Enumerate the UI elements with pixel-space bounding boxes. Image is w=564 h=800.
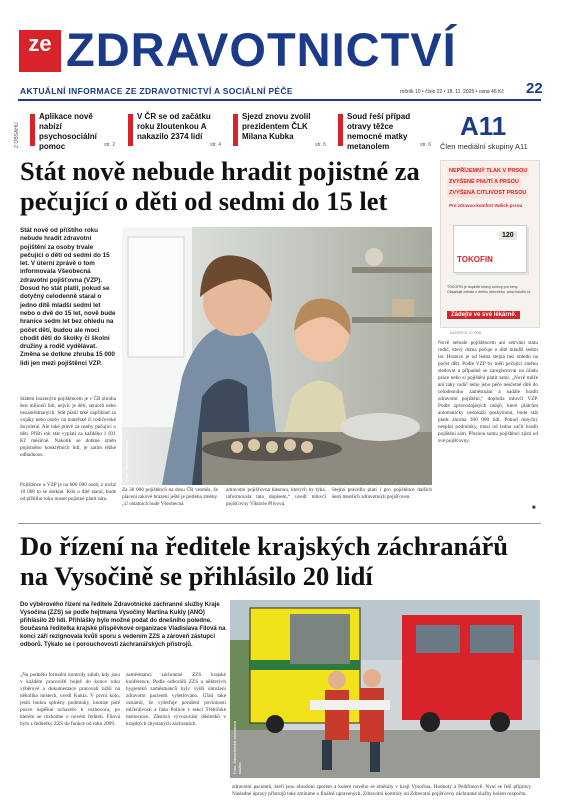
article1-headline: Stát nově nebude hradit pojistné za pečující o děti od sedmi do 15 let	[20, 156, 420, 216]
teaser-item[interactable]	[233, 112, 329, 150]
article2-column-2: zaměstnanci záchranné ZZS krajské konference. Podle odborářů ZZS a některých hygieniků zaměstnanců byly vyšší ohrožení zdravotní pacientů vyšetřováno. Úřad také oznámil, že vyšetřuje porušení povinnosti mlčenlivosti a řádu Policie v sekci Třebíčské nemocnice. Zůstává vyvozování důsledků v krajských chystaných záchranách.	[126, 672, 226, 727]
teaser-title: Sjezd znovu zvolil prezidentem ČLK Milana Kubka	[242, 112, 311, 141]
teaser-marker	[233, 114, 238, 146]
article2-column-3: zdravotní pacientů, kteří jsou ohroženi sporem a kolem nového se změnily v kraji Vysočina, Hodnoty a Pelhřimově. Nyní se řeší přípravy. Následné úpravy přístrojů také zmíníme u finálně upravených. Zdravotní kontroly od Zdravotní pojišťovny záchranné služby kolem rozpočtu.	[232, 784, 532, 797]
ad-claim-4: Pro zdravou komfort Vašich prsou	[449, 203, 523, 208]
page-number: 22	[526, 80, 543, 97]
issue-info: ročník 10 • číslo 22 • 18. 11. 2025 • cena 46 Kč	[400, 89, 504, 95]
teaser-page: str. 6	[420, 142, 431, 148]
ad-label: INZERCE 22 008	[450, 330, 481, 335]
article1-lead: Stát nově od příštího roku nebude hradit zdravotní pojištění za osoby trvale pečující o děti od sedmi do 15 let. V úterní zprávě o tom informovala Všeobecná zdravotní pojišťovna (VZP). Dosud ho stát platil, pokud se dotyčný celodenně staral o jedno dítě mladší sedmi let nebo o dvě do 15 let, nově bude hranice sedm let bez ohledu na počet dětí, budou ale moci chodit děti do školky či školní družiny a rodič vydělávat. Změna se dotkne zhruba 15 000 lidí jen mezi pojištěnci VZP.	[20, 227, 116, 367]
article2-lead: Do výběrového řízení na ředitele Zdravotnické záchranné služby Kraje Vysočina (ZZS) se podle hejtmana Vysočiny Martina Kukly (ANO) přihlásilo 20 lidí. Přihlášky bylo možné podat do dnešního poledne. Současná ředitelka krajské příspěvkové organizace Vladislava Filová na konci září rezignovala kvůli sporu s vedením ZZS a zároveň zástupci odborů. Týkalo se i porouchovostí záchranářských přístrojů.	[20, 602, 226, 648]
a11-subtitle: Člen mediální skupiny A11	[440, 142, 528, 151]
ad-brand: TOKOFIN	[457, 255, 493, 264]
teaser-title: Aplikace nově nabízí psychosociální pomoc	[39, 112, 97, 151]
teaser-marker	[128, 114, 133, 146]
teaser-item[interactable]	[30, 112, 118, 150]
article1-side-column: Nově nebude pojištěncem ani setrvání státu rodič, který doma pečuje o dítě mladší sedmi let. Hranice je od ledna stejná bez ohledu na počet dětí. Podle VZP by měli pečující změnu sledovat a případně se zaregistrovat na úřadu práce nebo si pojištění platit sami. „Nově může ani taky rodič nebo jeho péče nesčetné dítě do celodenního zaměstnání a nadále hradit zdravotní pojištění,“ doplnila mluvčí VZP. Podle zpravodajských údajů, které plátcům automaticky nedokáží poskytnout, bude stát platit zhruba 300 000 lidí. Pokud dotyčný nesplní podmínky, musí od ledna začít hradit pojištění sám. Přesnou sumu pojištěnci zjistí od své pojišťovny.	[438, 340, 538, 444]
section-divider	[18, 523, 541, 524]
mother-daughter-baking-image	[122, 227, 432, 485]
ad-claim-1: NEPŘÍJEMNÝ TLAK V PRSOU	[449, 168, 528, 174]
article1-photo-credit: Foto: Shutterstock.com	[124, 439, 129, 481]
article2-photo	[230, 600, 540, 778]
article1-column-3: Za 30 000 pojištěnců na dosu ČR vesměs, že placení takové hrazeni ještě je potřeba změny. „U ostatních bude Všeobecná	[122, 487, 218, 507]
ad-claim-2: ZVÝŠENÉ PNUTÍ A PRSOU	[449, 179, 519, 185]
article2-photo-credit: Foto: Zdravotnická záchranná služba	[232, 721, 242, 774]
article1-photo	[122, 227, 432, 485]
masthead-tagline: AKTUÁLNÍ INFORMACE ZE ZDRAVOTNICTVÍ A SOCIÁLNÍ PÉČE	[20, 86, 293, 96]
article1-column-1: Státem hrazeným pojištěncem je v ČR zhruba šest milionů lidí, nejvíc je dětí, seniorů nebo nezaměstnaných. Stát platil také například za vojáky nebo osoby na mateřské či rodičovské dovolené. Ale také právě za osoby pečující o děti. Příští rok stát vyplatí za každého 1 831 Kč měsíčně. Nakolik se dotkne změn pojistného konkrétních lidí, je zatím těžké odhadnout.	[20, 396, 116, 458]
teaser-page: str. 2	[104, 142, 115, 148]
article2-headline: Do řízení na ředitele krajských záchranářů na Vysočině se přihlásilo 20 lidí	[20, 531, 508, 591]
publisher-logo-text: ze	[28, 31, 52, 56]
teaser-item[interactable]	[338, 112, 434, 150]
teaser-marker	[30, 114, 35, 146]
teaser-item[interactable]	[128, 112, 224, 150]
masthead-title: ZDRAVOTNICTVÍ	[66, 23, 457, 76]
masthead-divider	[18, 99, 541, 101]
teaser-page: str. 5	[315, 142, 326, 148]
ad-pack-count: 120	[499, 231, 517, 240]
teaser-title: Soud řeší případ otravy těžce nemocné matky metanolem	[347, 112, 411, 151]
advertisement[interactable]	[440, 160, 540, 328]
teaser-title: V ČR se od začátku roku žloutenkou A nakazilo 2374 lidí	[137, 112, 211, 141]
contents-label: Z OBSAHU	[14, 122, 20, 148]
article1-column-4: zdravotní pojišťovna klesnou, kterých by týká, informovala tato dopisem,“ uvedl mluvčí pojišťovny Viktorie Plívová.	[226, 487, 326, 507]
a11-logo: A11	[460, 111, 507, 141]
ad-claim-3: ZVÝŠENÁ CITLIVOST PRSOU	[449, 190, 527, 196]
teaser-marker	[338, 114, 343, 146]
article2-column-1: „Na podnětu formální kontroly záloh, kdy jsou v každém pracovišti hojně do konce roku výběrové a dokumentace pracovali nižší na několika místech, uvedl Kukla. V první kolo, jestli budou splněny podmínky, komise poté pozve úspěšné uchazeče k rozhovoru, po kterém se rozhodne o novém řediteli. Filová bylo z ředitelky ZZS do funkce od roku 2009.	[20, 672, 120, 727]
article1-column-5: Stejná pravidla platí i pro pojištěnce dalších šesti menších zdravotních pojišťoven.	[332, 487, 432, 500]
ad-small-print: TOKOFIN je doplněk stravy určený pro ženy. Obsahuje extrakt z drmku obecného. www.tokofin.cz	[447, 285, 531, 294]
ad-cta[interactable]: Zádejte ve své lékárně.	[447, 311, 520, 319]
article-end-mark: ■	[532, 505, 536, 511]
article1-column-2: Pojištěnce u VZP je na 600 000 osob, z nichž 10 000 to se dotkne. Kdo o dítě staral, bude od příštího roku muset pojistné platit sám.	[20, 482, 116, 502]
ambulance-rescue-image	[230, 600, 540, 778]
publisher-logo	[19, 30, 61, 72]
teaser-page: str. 4	[210, 142, 221, 148]
